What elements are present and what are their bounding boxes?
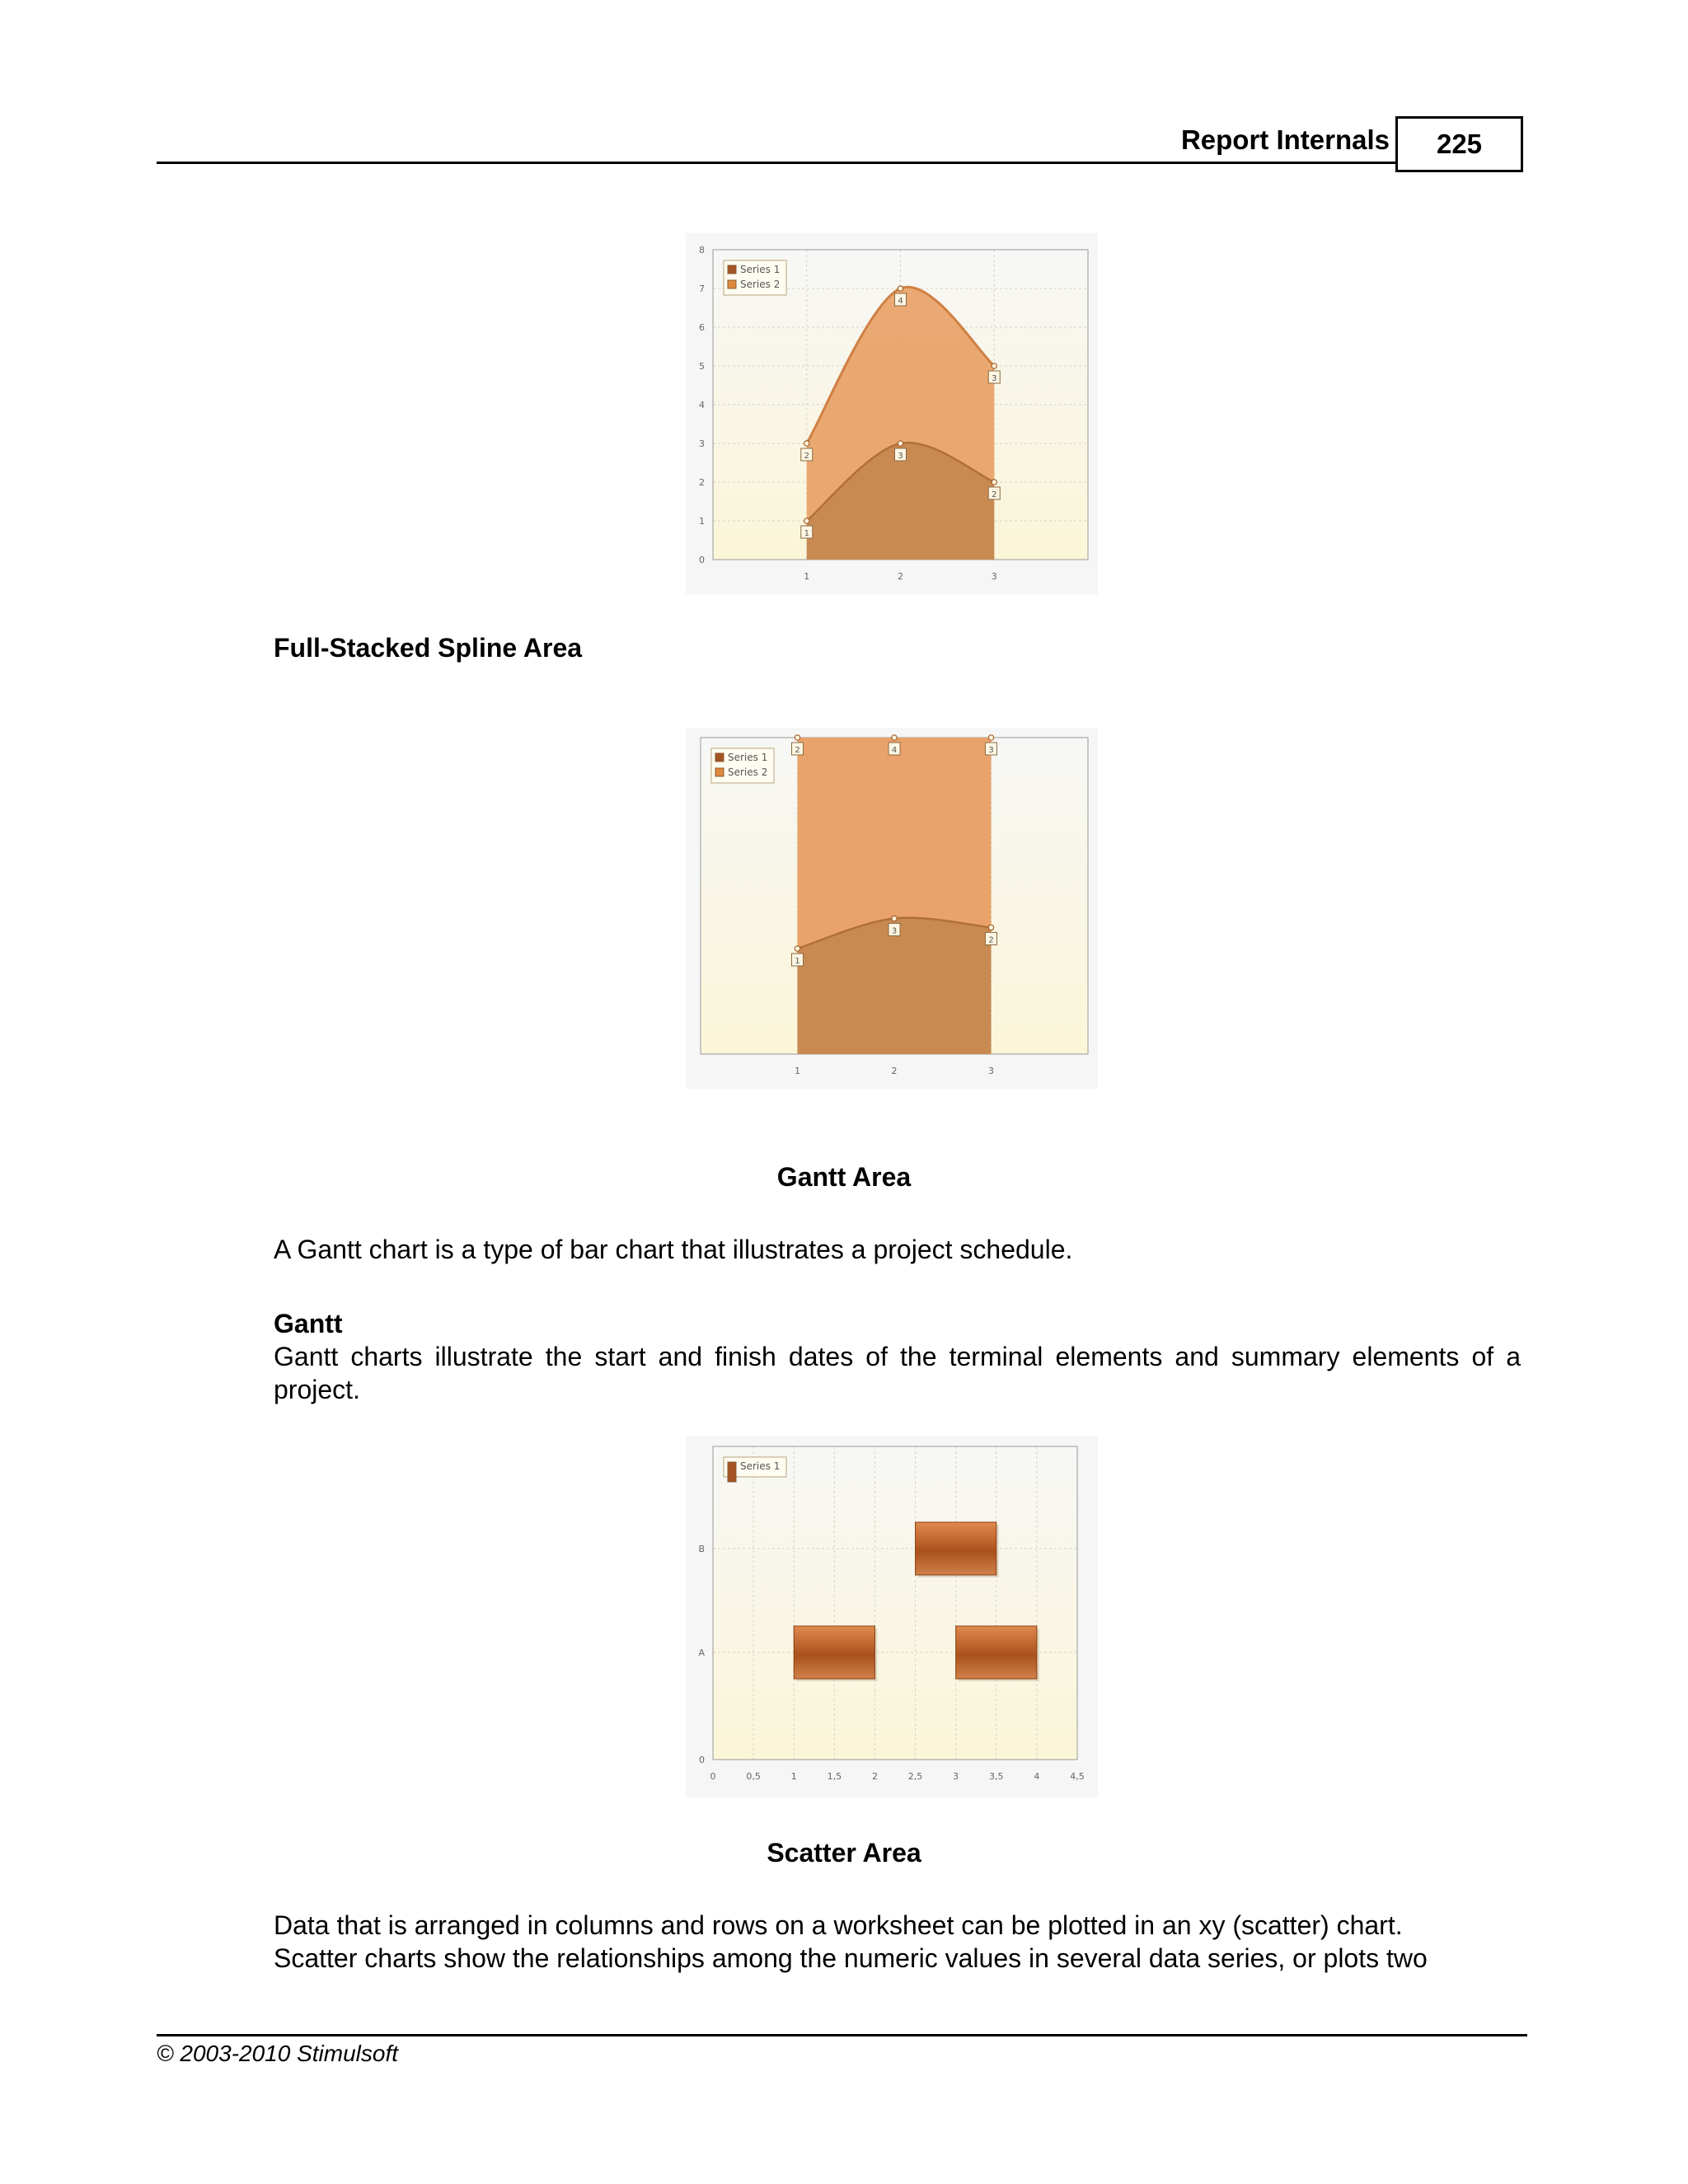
data-label: 3	[988, 746, 994, 755]
x-tick-label: 1	[804, 571, 810, 582]
x-tick-label: 3	[988, 1066, 994, 1076]
legend-entry: Series 1	[728, 752, 768, 763]
data-label: 1	[804, 529, 809, 538]
data-label: 2	[988, 935, 994, 945]
x-tick-label: 3,5	[989, 1771, 1004, 1782]
x-tick-label: 2	[871, 1771, 878, 1782]
legend-swatch	[728, 280, 736, 288]
legend-swatch	[728, 1462, 736, 1482]
gantt-bar	[794, 1626, 874, 1679]
footer-copyright: © 2003-2010 Stimulsoft	[157, 2041, 399, 2066]
x-tick-label: 4,5	[1070, 1771, 1085, 1782]
full-stacked-spline-area-heading: Full-Stacked Spline Area	[274, 633, 583, 663]
legend-entry: Series 1	[740, 264, 781, 275]
stacked-spline-area-chart	[686, 233, 1098, 594]
y-tick-label: 6	[699, 322, 705, 333]
data-point	[804, 518, 809, 523]
x-tick-label: 3	[953, 1771, 959, 1782]
data-point	[804, 441, 809, 446]
legend-entry: Series 2	[740, 279, 781, 290]
data-point	[892, 916, 897, 921]
data-point	[988, 925, 993, 930]
page-number: 225	[1395, 116, 1523, 172]
data-label: 3	[898, 452, 903, 461]
x-tick-label: 2	[898, 571, 903, 582]
x-tick-label: 1	[795, 1066, 800, 1076]
y-tick-label: 5	[699, 361, 705, 372]
data-point	[795, 946, 799, 951]
footer-rule	[157, 2034, 1527, 2036]
data-label: 4	[891, 746, 898, 755]
full-stacked-spline-area-chart	[686, 728, 1098, 1089]
y-tick-label: 7	[699, 284, 705, 294]
data-label: 2	[804, 452, 809, 461]
gantt-area-heading: Gantt Area	[776, 1162, 912, 1192]
data-point	[992, 363, 996, 368]
data-label: 2	[992, 490, 997, 499]
data-label: 3	[891, 926, 898, 936]
legend-swatch	[715, 768, 724, 776]
scatter-paragraph-line-1: Data that is arranged in columns and rows on a worksheet can be plotted in an xy (scatter) chart.	[274, 1910, 1403, 1940]
scatter-paragraph-line-2: Scatter charts show the relationships among the numeric values in several data series, or plots two	[274, 1943, 1428, 1973]
data-point	[898, 286, 903, 291]
gantt-intro-paragraph: A Gantt chart is a type of bar chart that illustrates a project schedule.	[274, 1235, 1073, 1264]
x-tick-label: 4	[1034, 1771, 1040, 1782]
x-tick-label: 1,5	[827, 1771, 842, 1782]
y-tick-label: 4	[699, 400, 705, 410]
data-label: 4	[898, 297, 903, 306]
data-point	[992, 480, 996, 485]
gantt-description-line-2: project.	[274, 1375, 360, 1404]
y-tick-label: 2	[699, 477, 705, 488]
x-tick-label: 2	[891, 1066, 898, 1076]
data-point	[898, 441, 903, 446]
y-tick-label: 1	[699, 516, 705, 527]
plot-area	[713, 1446, 1077, 1760]
x-tick-label: 1	[790, 1771, 797, 1782]
y-tick-label: 8	[699, 245, 705, 255]
y-tick-label: 3	[699, 438, 705, 449]
gantt-heading: Gantt	[274, 1309, 343, 1338]
data-label: 3	[992, 374, 997, 383]
data-point	[988, 735, 993, 740]
gantt-chart	[686, 1436, 1098, 1797]
data-label: 2	[795, 746, 800, 755]
legend-entry: Series 2	[728, 766, 768, 778]
x-tick-label: 3	[991, 571, 997, 582]
header-section-title: Report Internals	[1180, 124, 1390, 155]
legend-swatch	[728, 265, 736, 274]
data-point	[795, 735, 799, 740]
y-tick-label: 0	[699, 1755, 705, 1765]
x-tick-label: 0	[710, 1771, 716, 1782]
scatter-area-heading: Scatter Area	[767, 1838, 921, 1868]
gantt-bar	[956, 1626, 1037, 1679]
legend-entry: Series 1	[740, 1460, 781, 1472]
header-rule	[157, 162, 1395, 164]
y-tick-label: A	[698, 1647, 705, 1658]
data-label: 1	[795, 957, 800, 966]
x-tick-label: 0,5	[746, 1771, 761, 1782]
data-point	[892, 735, 897, 740]
y-tick-label: B	[698, 1544, 705, 1554]
x-tick-label: 2,5	[907, 1771, 923, 1782]
y-tick-label: 0	[699, 555, 705, 565]
gantt-description-line-1: Gantt charts illustrate the start and finish dates of the terminal elements and summary elements of a	[274, 1342, 1521, 1371]
gantt-bar	[916, 1522, 996, 1575]
legend-swatch	[715, 753, 724, 762]
